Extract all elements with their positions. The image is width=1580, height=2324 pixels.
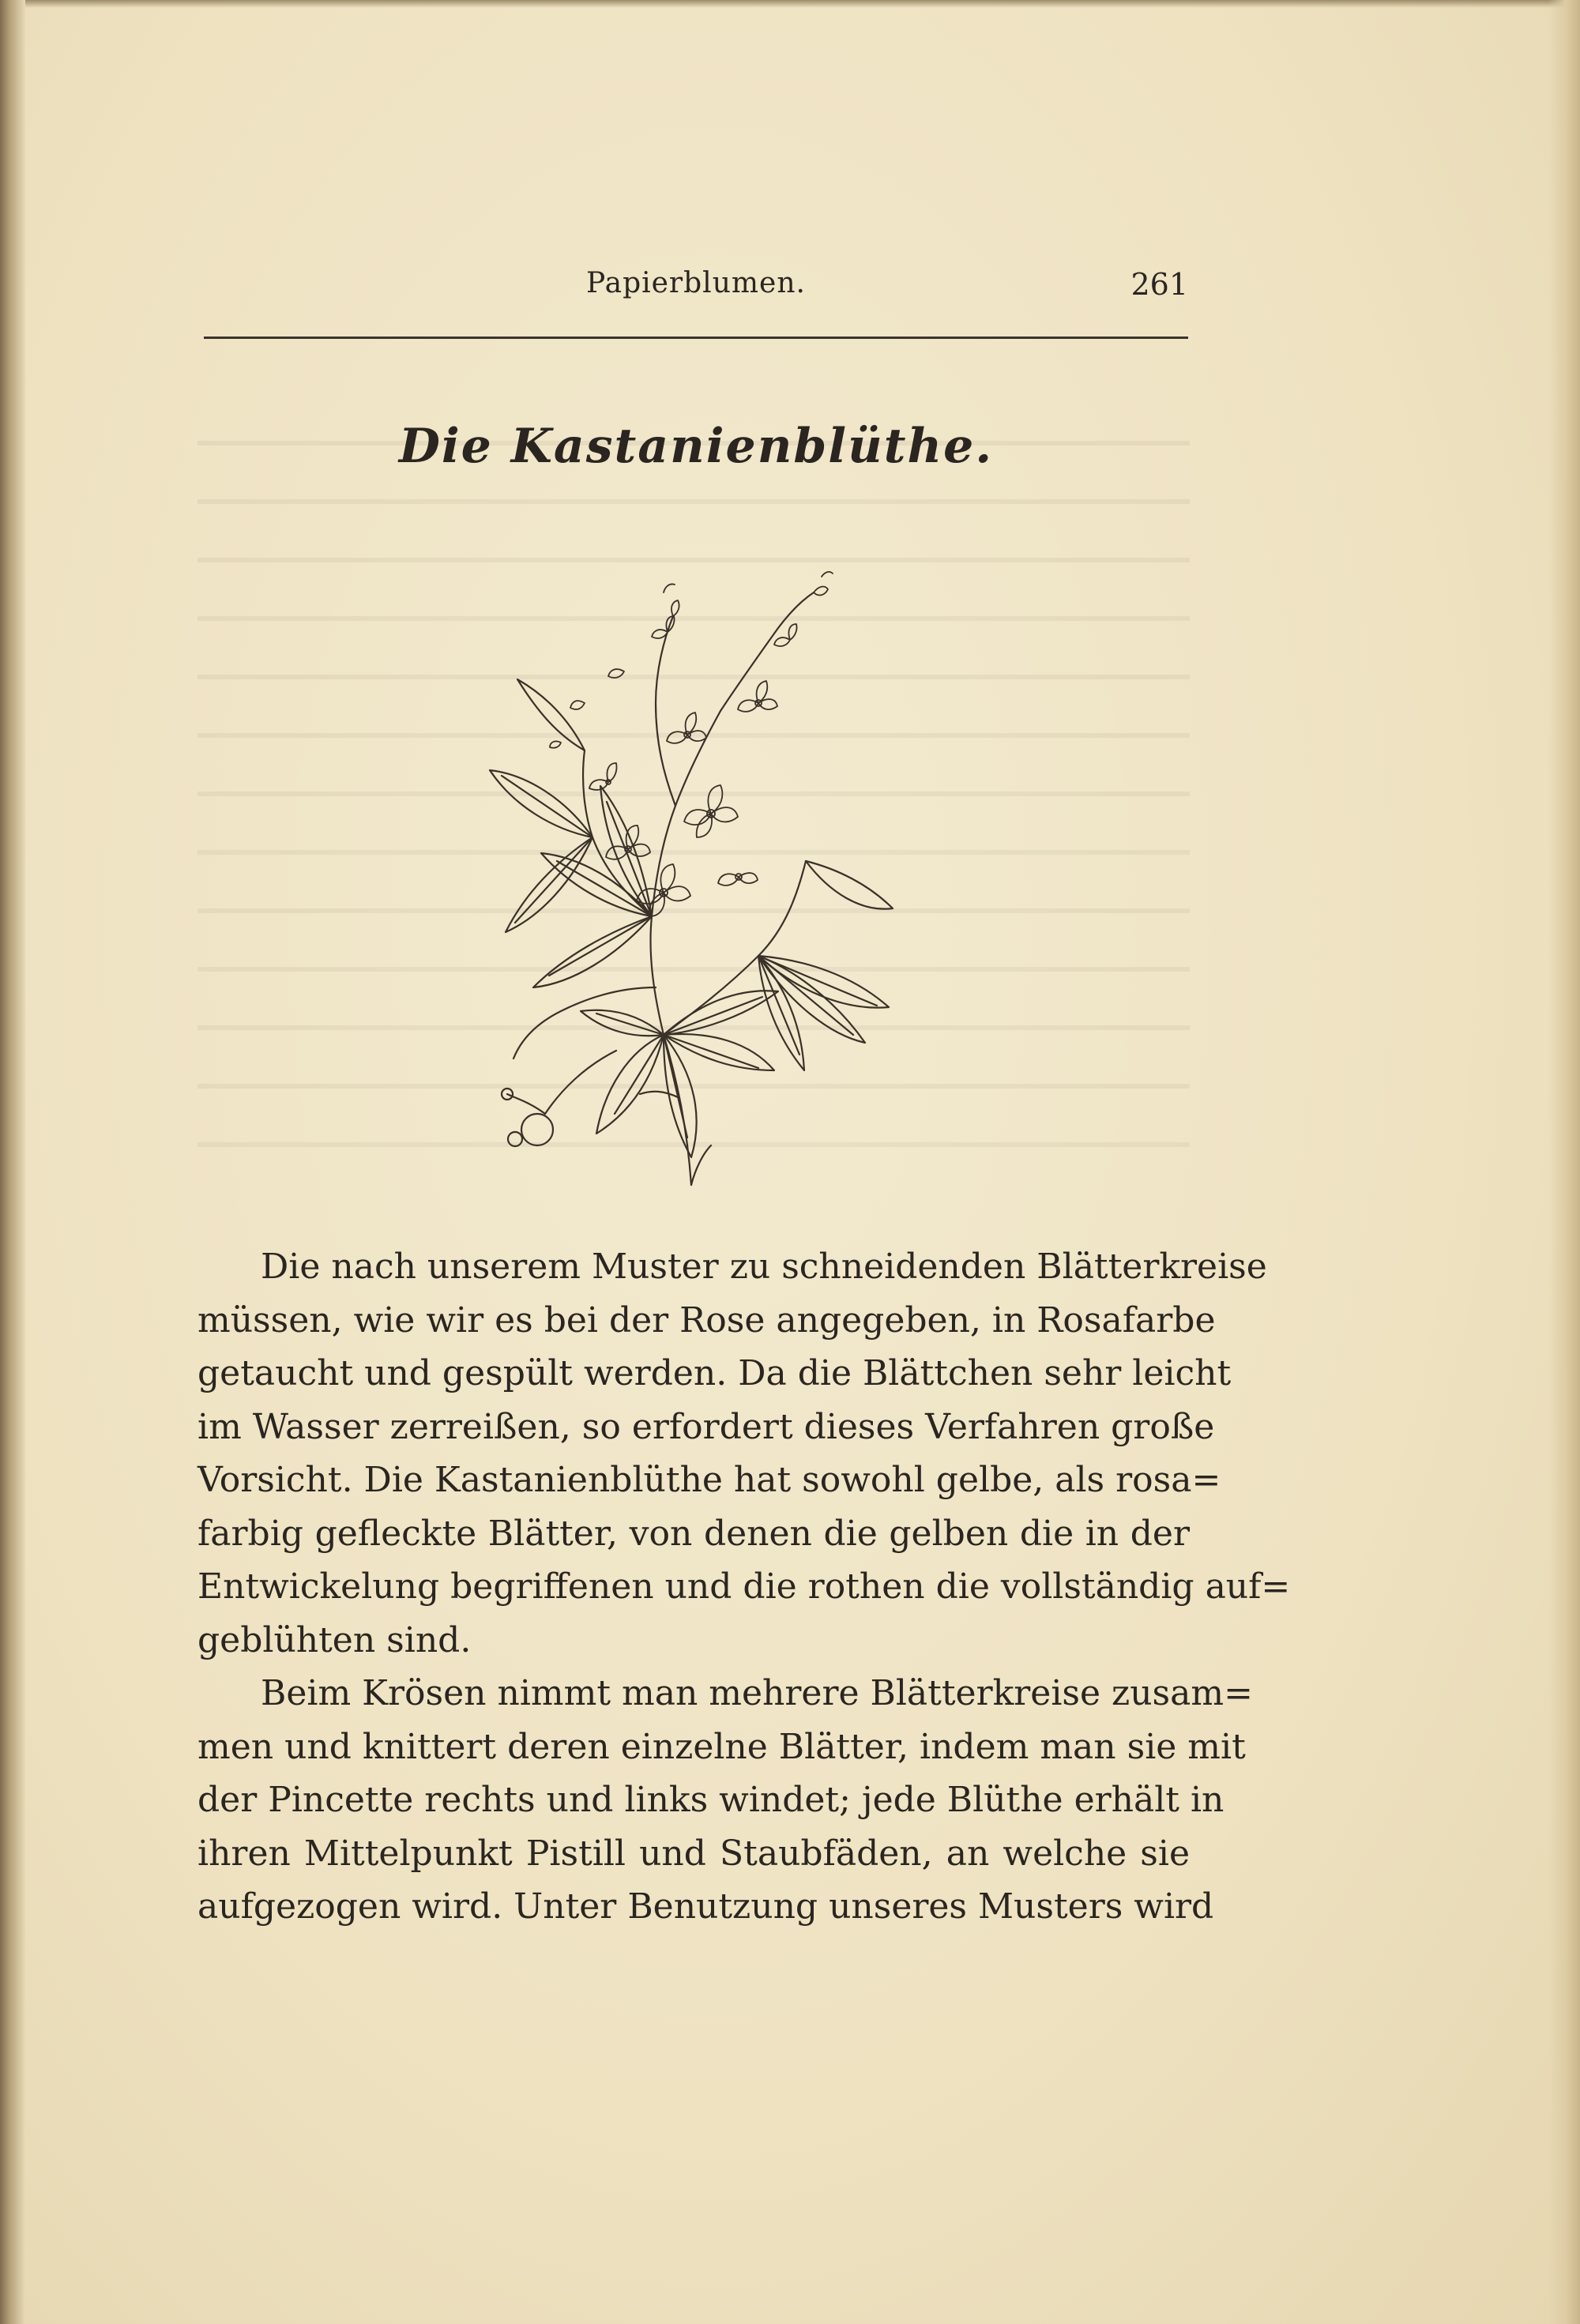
- paragraph-1: [198, 1240, 1291, 1667]
- text-line: Vorsicht. Die Kastanienblüthe hat sowohl gelbe, als rosa=: [198, 1460, 1221, 1500]
- text-line: getaucht und gespült werden. Da die Blättchen sehr leicht: [198, 1353, 1232, 1393]
- body-text: [198, 1240, 1291, 1934]
- text-line: müssen, wie wir es bei der Rose angegeben, in Rosafarbe: [198, 1299, 1216, 1341]
- running-head: [204, 267, 1188, 314]
- text-line: Entwickelung begriffenen und die rothen die vollständig auf=: [198, 1566, 1291, 1607]
- text-line: aufgezogen wird. Unter Benutzung unseres Musters wird: [198, 1886, 1214, 1927]
- header-rule: [204, 337, 1188, 339]
- text-line: Die nach unserem Muster zu schneidenden Blätterkreise: [261, 1247, 1267, 1287]
- text-line: der Pincette rechts und links windet; jede Blüthe erhält in: [198, 1780, 1224, 1820]
- chestnut-blossom-engraving-icon: [427, 545, 964, 1193]
- text-line: im Wasser zerreißen, so erfordert dieses Verfahren große: [198, 1406, 1215, 1447]
- book-spine-edge: [0, 0, 25, 2324]
- text-line: men und knittert deren einzelne Blätter, indem man sie mit: [198, 1726, 1246, 1767]
- text-line: farbig gefleckte Blätter, von denen die gelben die in der: [198, 1513, 1190, 1554]
- text-line: ihren Mittelpunkt Pistill und Staubfäden, an welche sie: [198, 1833, 1190, 1874]
- text-line: Beim Krösen nimmt man mehrere Blätterkreise zusam=: [261, 1673, 1253, 1713]
- page-top-edge: [0, 0, 1580, 8]
- paragraph-2: [198, 1667, 1253, 1934]
- text-line: geblühten sind.: [198, 1619, 472, 1660]
- page-number: 261: [1130, 267, 1188, 302]
- running-title: Papierblumen.: [586, 267, 806, 299]
- page-right-edge: [1548, 0, 1580, 2324]
- section-heading: Die Kastanienblüthe.: [398, 419, 994, 474]
